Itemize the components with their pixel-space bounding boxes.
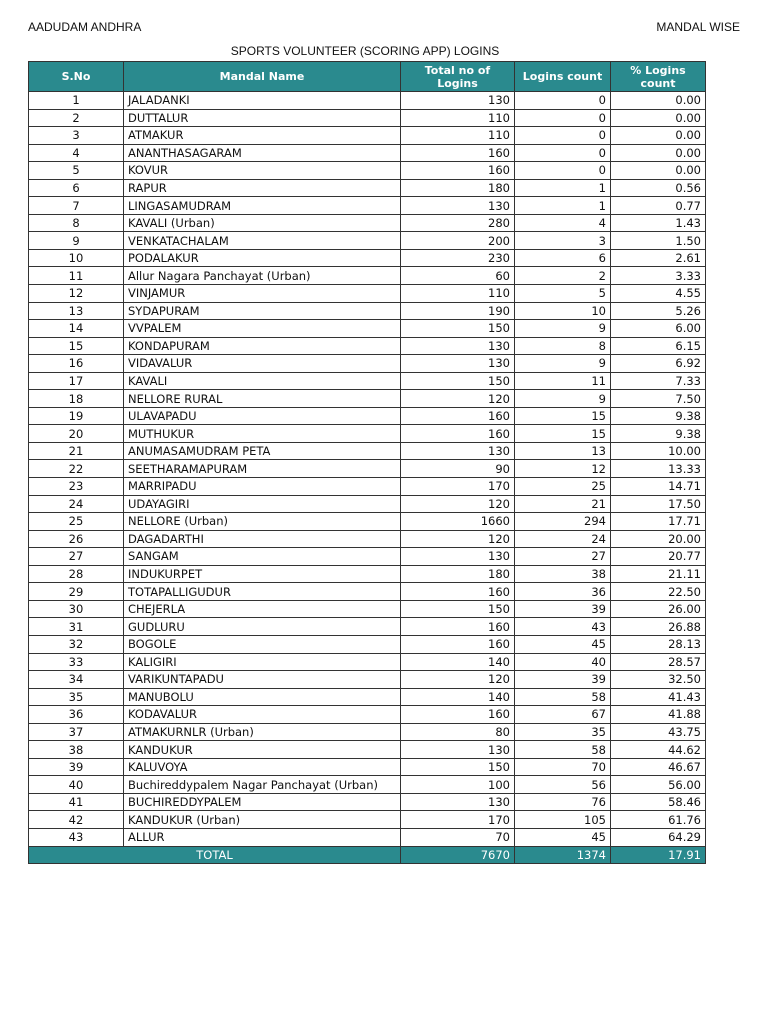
percent-logins-cell: 6.92	[611, 355, 706, 373]
total-logins-cell: 160	[401, 635, 515, 653]
percent-logins-cell: 13.33	[611, 460, 706, 478]
sno-cell: 34	[29, 671, 124, 689]
table-row	[29, 267, 706, 285]
total-row	[29, 846, 706, 864]
logins-count-cell: 43	[515, 618, 611, 636]
mandal-name-cell: TOTAPALLIGUDUR	[124, 583, 401, 601]
sno-cell: 18	[29, 390, 124, 408]
percent-logins-cell: 64.29	[611, 828, 706, 846]
mandal-name-cell: ATMAKUR	[124, 127, 401, 145]
org-name: AADUDAM ANDHRA	[28, 20, 142, 34]
sno-cell: 11	[29, 267, 124, 285]
logins-count-cell: 0	[515, 127, 611, 145]
total-logins-count: 1374	[515, 846, 611, 864]
sno-cell: 26	[29, 530, 124, 548]
mandal-name-cell: Buchireddypalem Nagar Panchayat (Urban)	[124, 776, 401, 794]
percent-logins-cell: 26.88	[611, 618, 706, 636]
total-logins-cell: 80	[401, 723, 515, 741]
table-row	[29, 828, 706, 846]
logins-count-cell: 27	[515, 548, 611, 566]
sno-cell: 14	[29, 320, 124, 338]
total-logins-cell: 120	[401, 671, 515, 689]
logins-count-cell: 0	[515, 92, 611, 110]
sno-cell: 40	[29, 776, 124, 794]
table-body	[29, 92, 706, 847]
total-logins-cell: 1660	[401, 513, 515, 531]
mandal-name-cell: GUDLURU	[124, 618, 401, 636]
percent-logins-cell: 5.26	[611, 302, 706, 320]
total-logins-cell: 150	[401, 372, 515, 390]
table-row	[29, 179, 706, 197]
total-logins-cell: 130	[401, 741, 515, 759]
mandal-name-cell: KAVALI	[124, 372, 401, 390]
sno-cell: 12	[29, 285, 124, 303]
table-row	[29, 355, 706, 373]
total-logins-cell: 150	[401, 600, 515, 618]
table-row	[29, 232, 706, 250]
percent-logins-cell: 0.00	[611, 162, 706, 180]
table-row	[29, 127, 706, 145]
sno-cell: 9	[29, 232, 124, 250]
total-logins-cell: 160	[401, 706, 515, 724]
percent-logins-cell: 61.76	[611, 811, 706, 829]
total-logins-cell: 110	[401, 285, 515, 303]
table-row	[29, 390, 706, 408]
total-logins-cell: 200	[401, 232, 515, 250]
total-logins-cell: 120	[401, 390, 515, 408]
sno-cell: 20	[29, 425, 124, 443]
percent-logins-cell: 2.61	[611, 249, 706, 267]
total-logins-cell: 130	[401, 197, 515, 215]
mandal-name-cell: MUTHUKUR	[124, 425, 401, 443]
table-row	[29, 741, 706, 759]
total-logins-cell: 130	[401, 793, 515, 811]
logins-table	[28, 61, 706, 864]
percent-logins-cell: 3.33	[611, 267, 706, 285]
table-row	[29, 513, 706, 531]
total-logins-cell: 130	[401, 337, 515, 355]
total-logins-cell: 140	[401, 688, 515, 706]
logins-count-cell: 0	[515, 162, 611, 180]
total-logins-cell: 160	[401, 618, 515, 636]
table-row	[29, 653, 706, 671]
logins-count-cell: 39	[515, 671, 611, 689]
logins-count-cell: 4	[515, 214, 611, 232]
percent-logins-cell: 0.00	[611, 92, 706, 110]
mandal-name-cell: ALLUR	[124, 828, 401, 846]
table-row	[29, 635, 706, 653]
mandal-name-cell: DUTTALUR	[124, 109, 401, 127]
table-row	[29, 776, 706, 794]
total-logins-cell: 280	[401, 214, 515, 232]
table-row	[29, 144, 706, 162]
table-row	[29, 197, 706, 215]
total-logins-cell: 160	[401, 162, 515, 180]
percent-logins-cell: 17.50	[611, 495, 706, 513]
logins-count-cell: 13	[515, 442, 611, 460]
total-logins-cell: 170	[401, 811, 515, 829]
sno-cell: 27	[29, 548, 124, 566]
mandal-name-cell: KANDUKUR	[124, 741, 401, 759]
sno-cell: 31	[29, 618, 124, 636]
percent-logins-cell: 9.38	[611, 407, 706, 425]
mandal-name-cell: BOGOLE	[124, 635, 401, 653]
table-row	[29, 565, 706, 583]
table-row	[29, 442, 706, 460]
logins-count-cell: 0	[515, 144, 611, 162]
mandal-name-cell: KOVUR	[124, 162, 401, 180]
sno-cell: 13	[29, 302, 124, 320]
column-header-mandal-name: Mandal Name	[124, 62, 401, 92]
mandal-name-cell: SEETHARAMAPURAM	[124, 460, 401, 478]
total-logins-cell: 160	[401, 583, 515, 601]
logins-count-cell: 58	[515, 741, 611, 759]
total-logins-cell: 160	[401, 144, 515, 162]
mandal-name-cell: VVPALEM	[124, 320, 401, 338]
total-logins-cell: 110	[401, 109, 515, 127]
percent-logins-cell: 43.75	[611, 723, 706, 741]
report-scope: MANDAL WISE	[656, 20, 740, 34]
column-header-percent-logins: % Logins count	[611, 62, 706, 92]
logins-count-cell: 1	[515, 179, 611, 197]
total-logins-cell: 180	[401, 565, 515, 583]
sno-cell: 22	[29, 460, 124, 478]
mandal-name-cell: UDAYAGIRI	[124, 495, 401, 513]
sno-cell: 32	[29, 635, 124, 653]
total-logins-cell: 130	[401, 92, 515, 110]
table-row	[29, 320, 706, 338]
sno-cell: 36	[29, 706, 124, 724]
mandal-name-cell: NELLORE (Urban)	[124, 513, 401, 531]
logins-count-cell: 0	[515, 109, 611, 127]
percent-logins-cell: 44.62	[611, 741, 706, 759]
sno-cell: 3	[29, 127, 124, 145]
table-row	[29, 495, 706, 513]
logins-count-cell: 1	[515, 197, 611, 215]
table-row	[29, 583, 706, 601]
logins-count-cell: 67	[515, 706, 611, 724]
logins-count-cell: 39	[515, 600, 611, 618]
logins-count-cell: 15	[515, 407, 611, 425]
sno-cell: 21	[29, 442, 124, 460]
total-logins-cell: 110	[401, 127, 515, 145]
table-row	[29, 302, 706, 320]
logins-count-cell: 70	[515, 758, 611, 776]
percent-logins-cell: 22.50	[611, 583, 706, 601]
percent-logins-cell: 0.00	[611, 109, 706, 127]
logins-count-cell: 2	[515, 267, 611, 285]
logins-count-cell: 12	[515, 460, 611, 478]
percent-logins-cell: 14.71	[611, 478, 706, 496]
total-logins-cell: 160	[401, 407, 515, 425]
logins-count-cell: 76	[515, 793, 611, 811]
logins-count-cell: 9	[515, 320, 611, 338]
mandal-name-cell: RAPUR	[124, 179, 401, 197]
logins-count-cell: 40	[515, 653, 611, 671]
table-row	[29, 723, 706, 741]
logins-count-cell: 56	[515, 776, 611, 794]
table-row	[29, 548, 706, 566]
mandal-name-cell: ANUMASAMUDRAM PETA	[124, 442, 401, 460]
total-logins-cell: 70	[401, 828, 515, 846]
logins-count-cell: 24	[515, 530, 611, 548]
sno-cell: 37	[29, 723, 124, 741]
mandal-name-cell: KANDUKUR (Urban)	[124, 811, 401, 829]
percent-logins-cell: 28.57	[611, 653, 706, 671]
mandal-name-cell: MARRIPADU	[124, 478, 401, 496]
table-row	[29, 706, 706, 724]
total-logins-cell: 130	[401, 548, 515, 566]
percent-logins-cell: 1.50	[611, 232, 706, 250]
mandal-name-cell: CHEJERLA	[124, 600, 401, 618]
total-logins-cell: 170	[401, 478, 515, 496]
sno-cell: 38	[29, 741, 124, 759]
total-logins-cell: 130	[401, 355, 515, 373]
total-logins-cell: 160	[401, 425, 515, 443]
column-header-logins-count: Logins count	[515, 62, 611, 92]
report-title: SPORTS VOLUNTEER (SCORING APP) LOGINS	[230, 44, 500, 58]
mandal-name-cell: VINJAMUR	[124, 285, 401, 303]
mandal-name-cell: LINGASAMUDRAM	[124, 197, 401, 215]
table-row	[29, 285, 706, 303]
percent-logins-cell: 0.56	[611, 179, 706, 197]
percent-logins-cell: 1.43	[611, 214, 706, 232]
table-row	[29, 758, 706, 776]
table-row	[29, 460, 706, 478]
mandal-name-cell: SYDAPURAM	[124, 302, 401, 320]
percent-logins-cell: 41.43	[611, 688, 706, 706]
mandal-name-cell: KAVALI (Urban)	[124, 214, 401, 232]
mandal-name-cell: VENKATACHALAM	[124, 232, 401, 250]
sno-cell: 10	[29, 249, 124, 267]
total-logins-cell: 140	[401, 653, 515, 671]
mandal-name-cell: VARIKUNTAPADU	[124, 671, 401, 689]
logins-count-cell: 36	[515, 583, 611, 601]
table-row	[29, 425, 706, 443]
mandal-name-cell: KONDAPURAM	[124, 337, 401, 355]
percent-logins-cell: 58.46	[611, 793, 706, 811]
sno-cell: 8	[29, 214, 124, 232]
table-row	[29, 214, 706, 232]
table-row	[29, 811, 706, 829]
logins-count-cell: 25	[515, 478, 611, 496]
logins-count-cell: 3	[515, 232, 611, 250]
percent-logins-cell: 41.88	[611, 706, 706, 724]
mandal-name-cell: ULAVAPADU	[124, 407, 401, 425]
table-row	[29, 109, 706, 127]
mandal-name-cell: KALUVOYA	[124, 758, 401, 776]
percent-logins-cell: 56.00	[611, 776, 706, 794]
total-logins: 7670	[401, 846, 515, 864]
percent-logins-cell: 20.77	[611, 548, 706, 566]
table-row	[29, 688, 706, 706]
percent-logins-cell: 6.00	[611, 320, 706, 338]
total-logins-cell: 150	[401, 320, 515, 338]
sno-cell: 24	[29, 495, 124, 513]
logins-count-cell: 45	[515, 635, 611, 653]
logins-count-cell: 38	[515, 565, 611, 583]
total-logins-cell: 120	[401, 495, 515, 513]
total-logins-cell: 180	[401, 179, 515, 197]
total-logins-cell: 130	[401, 442, 515, 460]
sno-cell: 28	[29, 565, 124, 583]
mandal-name-cell: BUCHIREDDYPALEM	[124, 793, 401, 811]
sno-cell: 1	[29, 92, 124, 110]
column-header-sno: S.No	[29, 62, 124, 92]
percent-logins-cell: 6.15	[611, 337, 706, 355]
percent-logins-cell: 7.50	[611, 390, 706, 408]
table-row	[29, 162, 706, 180]
percent-logins-cell: 46.67	[611, 758, 706, 776]
table-row	[29, 372, 706, 390]
percent-logins-cell: 10.00	[611, 442, 706, 460]
total-logins-cell: 90	[401, 460, 515, 478]
sno-cell: 5	[29, 162, 124, 180]
percent-logins-cell: 9.38	[611, 425, 706, 443]
table-row	[29, 671, 706, 689]
table-row	[29, 793, 706, 811]
sno-cell: 41	[29, 793, 124, 811]
sno-cell: 19	[29, 407, 124, 425]
percent-logins-cell: 20.00	[611, 530, 706, 548]
table-row	[29, 478, 706, 496]
sno-cell: 25	[29, 513, 124, 531]
logins-count-cell: 10	[515, 302, 611, 320]
sno-cell: 42	[29, 811, 124, 829]
total-logins-cell: 60	[401, 267, 515, 285]
percent-logins-cell: 28.13	[611, 635, 706, 653]
percent-logins-cell: 0.00	[611, 144, 706, 162]
total-logins-cell: 150	[401, 758, 515, 776]
logins-count-cell: 6	[515, 249, 611, 267]
sno-cell: 15	[29, 337, 124, 355]
sno-cell: 30	[29, 600, 124, 618]
percent-logins-cell: 4.55	[611, 285, 706, 303]
percent-logins-cell: 0.77	[611, 197, 706, 215]
logins-count-cell: 35	[515, 723, 611, 741]
table-row	[29, 530, 706, 548]
sno-cell: 16	[29, 355, 124, 373]
logins-count-cell: 45	[515, 828, 611, 846]
total-logins-cell: 120	[401, 530, 515, 548]
table-row	[29, 249, 706, 267]
logins-count-cell: 11	[515, 372, 611, 390]
sno-cell: 6	[29, 179, 124, 197]
sno-cell: 17	[29, 372, 124, 390]
logins-count-cell: 58	[515, 688, 611, 706]
sno-cell: 43	[29, 828, 124, 846]
table-row	[29, 337, 706, 355]
mandal-name-cell: VIDAVALUR	[124, 355, 401, 373]
sno-cell: 39	[29, 758, 124, 776]
percent-logins-cell: 21.11	[611, 565, 706, 583]
mandal-name-cell: DAGADARTHI	[124, 530, 401, 548]
sno-cell: 35	[29, 688, 124, 706]
sno-cell: 29	[29, 583, 124, 601]
mandal-name-cell: ANANTHASAGARAM	[124, 144, 401, 162]
mandal-name-cell: MANUBOLU	[124, 688, 401, 706]
table-row	[29, 618, 706, 636]
total-label: TOTAL	[29, 846, 401, 864]
logins-count-cell: 8	[515, 337, 611, 355]
logins-count-cell: 105	[515, 811, 611, 829]
logins-count-cell: 21	[515, 495, 611, 513]
mandal-name-cell: PODALAKUR	[124, 249, 401, 267]
percent-logins-cell: 32.50	[611, 671, 706, 689]
sno-cell: 2	[29, 109, 124, 127]
column-header-total-logins: Total no of Logins	[401, 62, 515, 92]
total-percent: 17.91	[611, 846, 706, 864]
mandal-name-cell: JALADANKI	[124, 92, 401, 110]
total-logins-cell: 100	[401, 776, 515, 794]
sno-cell: 33	[29, 653, 124, 671]
table-header-row	[29, 62, 706, 92]
mandal-name-cell: Allur Nagara Panchayat (Urban)	[124, 267, 401, 285]
logins-count-cell: 9	[515, 355, 611, 373]
percent-logins-cell: 17.71	[611, 513, 706, 531]
logins-count-cell: 294	[515, 513, 611, 531]
mandal-name-cell: ATMAKURNLR (Urban)	[124, 723, 401, 741]
mandal-name-cell: KALIGIRI	[124, 653, 401, 671]
total-logins-cell: 190	[401, 302, 515, 320]
logins-count-cell: 9	[515, 390, 611, 408]
table-row	[29, 407, 706, 425]
percent-logins-cell: 0.00	[611, 127, 706, 145]
logins-count-cell: 15	[515, 425, 611, 443]
mandal-name-cell: INDUKURPET	[124, 565, 401, 583]
mandal-name-cell: KODAVALUR	[124, 706, 401, 724]
mandal-name-cell: SANGAM	[124, 548, 401, 566]
sno-cell: 7	[29, 197, 124, 215]
total-logins-cell: 230	[401, 249, 515, 267]
logins-count-cell: 5	[515, 285, 611, 303]
table-row	[29, 92, 706, 110]
percent-logins-cell: 7.33	[611, 372, 706, 390]
sno-cell: 4	[29, 144, 124, 162]
mandal-name-cell: NELLORE RURAL	[124, 390, 401, 408]
sno-cell: 23	[29, 478, 124, 496]
percent-logins-cell: 26.00	[611, 600, 706, 618]
table-row	[29, 600, 706, 618]
